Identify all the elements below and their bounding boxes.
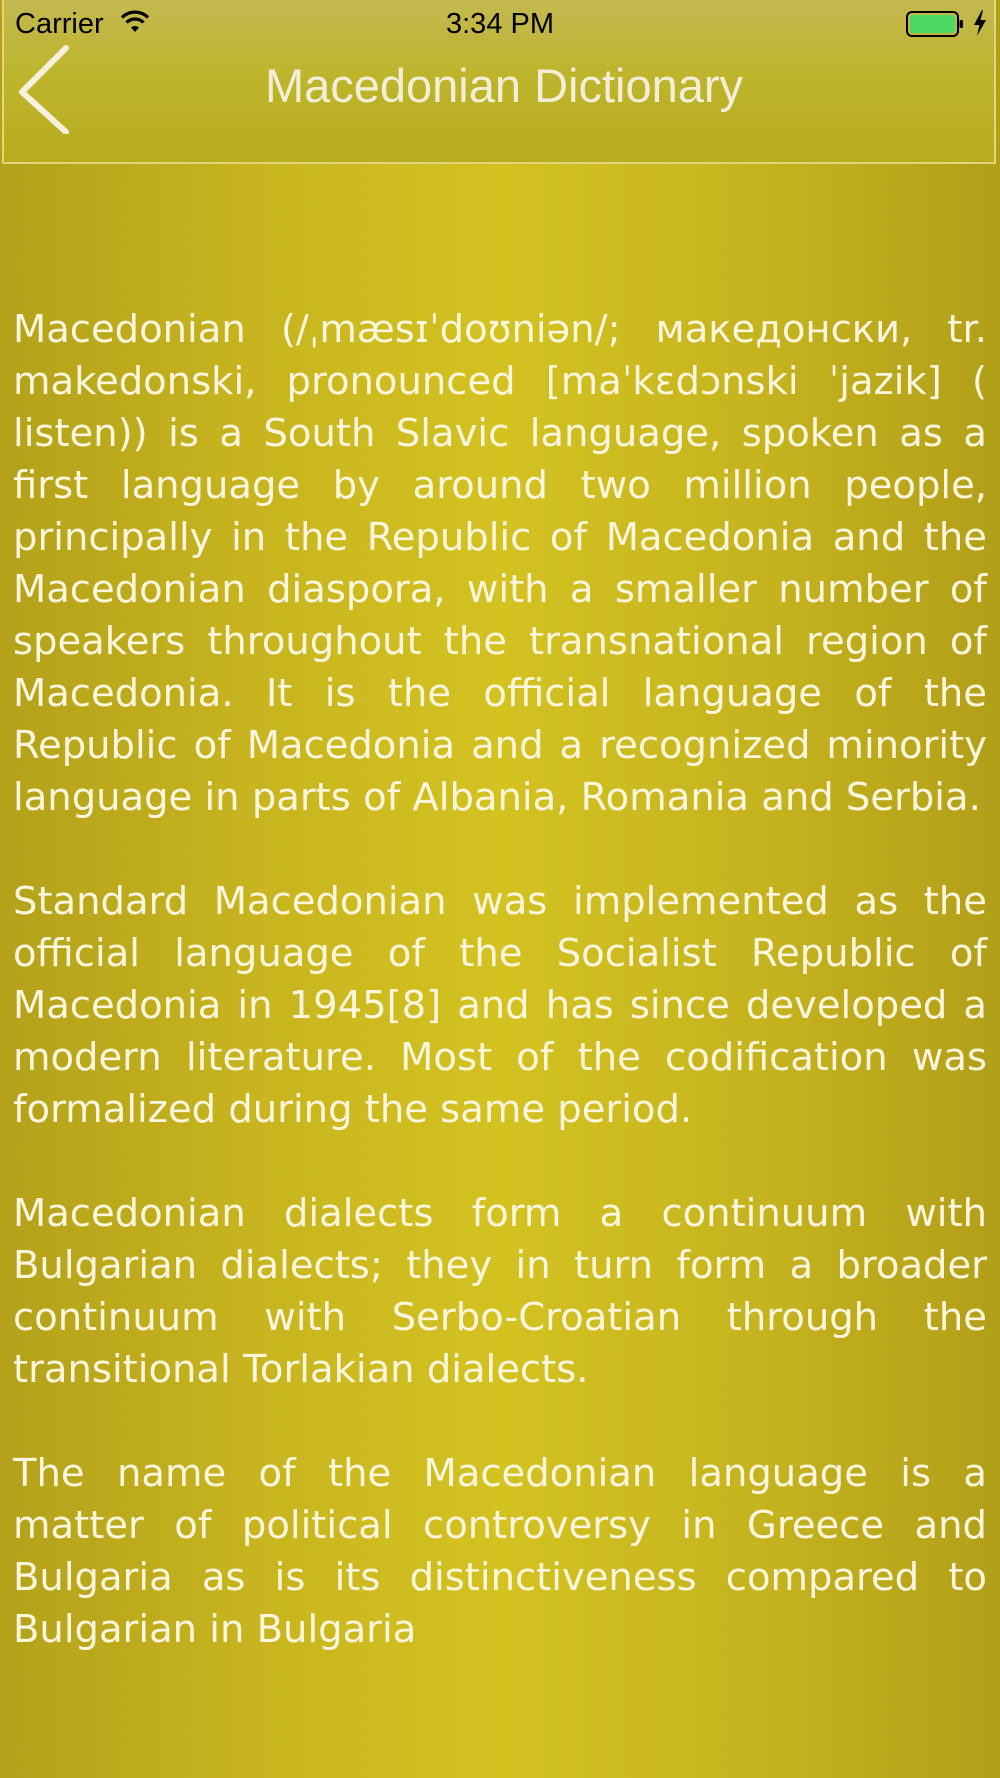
carrier-label: Carrier — [15, 8, 104, 40]
article-paragraph: Macedonian (/ˌmæsɪˈdoʊniən/; македонски, tr. makedonski, pronounced [maˈkɛdɔnski ˈjazik] ( listen)) is a South Slavic language, spoken as a first language by around two million people, principally in the Republic of Macedonia and the Macedonian diaspora, with a smaller number of speakers throughout the transnational region of Macedonia. It is the official language of the Republic of Macedonia and a recognized minority language in parts of Albania, Romania and Serbia. — [13, 307, 987, 820]
battery-icon — [906, 11, 964, 37]
status-time: 3:34 PM — [446, 8, 554, 40]
article-paragraph: Macedonian dialects form a continuum with Bulgarian dialects; they in turn form a broader continuum with Serbo-Croatian through the transitional Torlakian dialects. — [13, 1191, 987, 1392]
page-title: Macedonian Dictionary — [264, 59, 744, 112]
status-bar — [0, 0, 1000, 48]
charging-bolt-icon — [973, 10, 987, 36]
article-paragraph: Standard Macedonian was implemented as the official language of the Socialist Republic of Macedonia in 1945[8] and has since developed a modern literature. Most of the codification was formalized during the same period. — [13, 879, 987, 1132]
article-body — [13, 304, 987, 1656]
article-paragraph: The name of the Macedonian language is a matter of political controversy in Greece and Bulgaria as is its distinctiveness compared to Bulgarian in Bulgaria — [13, 1451, 987, 1652]
